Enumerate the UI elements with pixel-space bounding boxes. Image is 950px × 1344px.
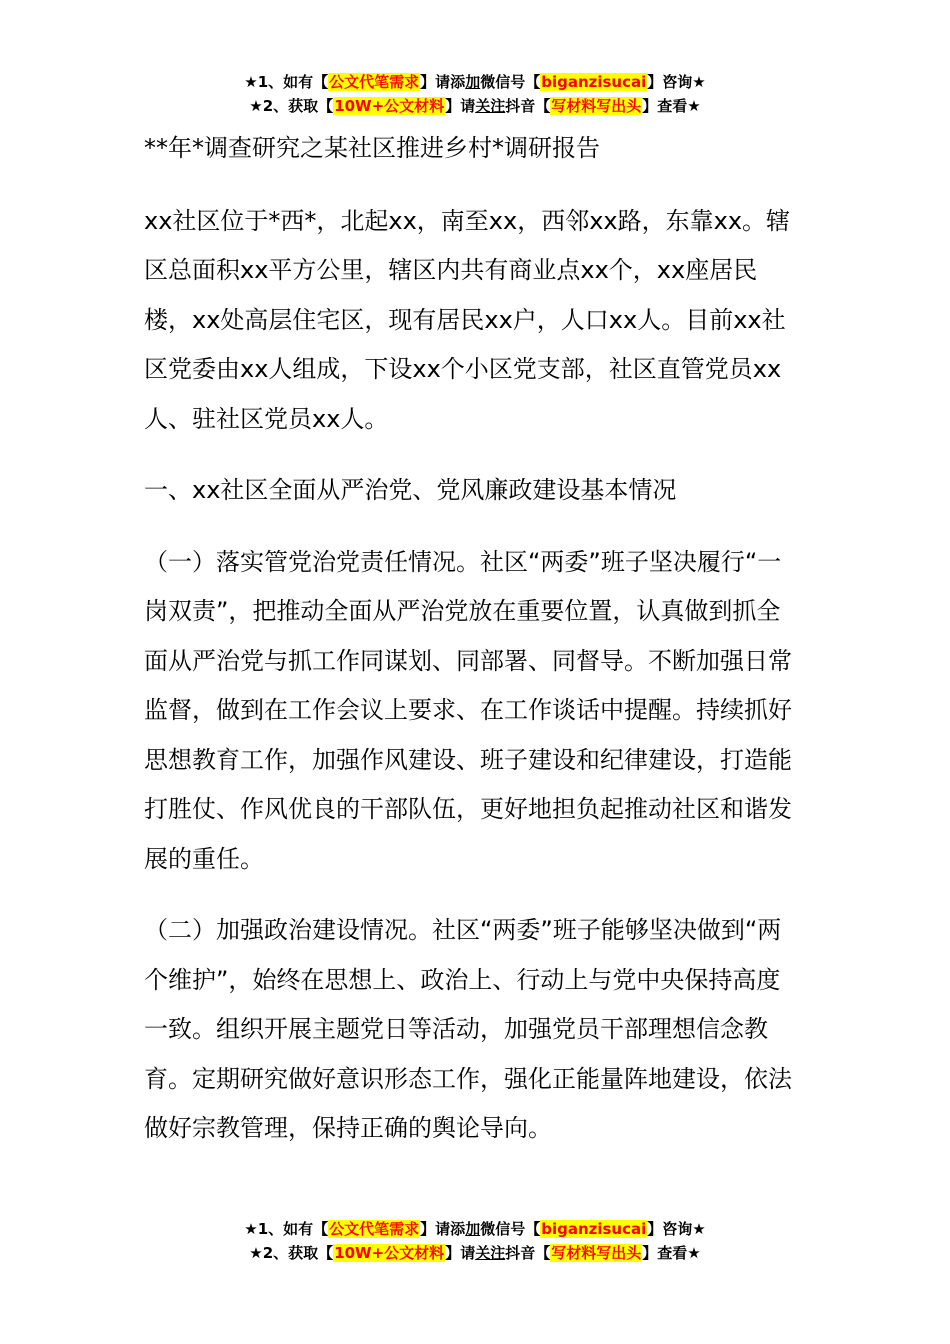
promo-text: 抖音【 — [505, 1244, 551, 1262]
promo-text: 】请 — [445, 97, 476, 115]
promo-text: 微信号【 — [480, 1220, 541, 1238]
document-body — [144, 124, 804, 1176]
douyin-account-highlight: 写材料写出头 — [551, 97, 642, 115]
promo-text: ★2、获取【 — [249, 1244, 334, 1262]
subsection-1-paragraph: （一）落实管党治党责任情况。社区“两委”班子坚决履行“一岗双责”，把推动全面从严治党放在重要位置，认真做到抓全面从严治党与抓工作同谋划、同部署、同督导。不断加强日常监督，做到在工作会议上要求、在工作谈话中提醒。持续抓好思想教育工作，加强作风建设、班子建设和纪律建设，打造能打胜仗、作风优良的干部队伍，更好地担负起推动社区和谐发展的重任。 — [144, 547, 792, 873]
promo-text: 】请添 — [420, 73, 466, 91]
promo-text: ★1、如有【 — [244, 73, 329, 91]
wechat-id-highlight: biganzisucai — [541, 1220, 647, 1238]
wechat-id-highlight: biganzisucai — [541, 73, 647, 91]
document-title: **年*调查研究之某社区推进乡村*调研报告 — [144, 134, 600, 162]
promo-line-1 — [0, 70, 950, 94]
promo-text: ★2、获取【 — [249, 97, 334, 115]
promo-text: 】查看★ — [642, 1244, 701, 1262]
promo-underlined-text: 关注 — [475, 1244, 506, 1262]
promo-text: 】咨询★ — [647, 1220, 706, 1238]
section-heading: 一、xx社区全面从严治党、党风廉政建设基本情况 — [144, 476, 677, 504]
promo-text: 】查看★ — [642, 97, 701, 115]
subsection-2-paragraph: （二）加强政治建设情况。社区“两委”班子能够坚决做到“两个维护”，始终在思想上、政治上、行动上与党中央保持高度一致。组织开展主题党日等活动，加强党员干部理想信念教育。定期研究做好意识形态工作，强化正能量阵地建设，依法做好宗教管理，保持正确的舆论导向。 — [144, 916, 792, 1142]
promo-text: 】请 — [445, 1244, 476, 1262]
douyin-account-highlight: 写材料写出头 — [551, 1244, 642, 1262]
promo-underlined-text: 加 — [465, 73, 481, 91]
promo-text: 】请添 — [420, 1220, 466, 1238]
promo-highlight: 公文代笔需求 — [329, 73, 420, 91]
footer-promo-banner — [0, 1217, 950, 1265]
promo-text: 微信号【 — [480, 73, 541, 91]
intro-paragraph: xx社区位于*西*，北起xx，南至xx，西邻xx路，东靠xx。辖区总面积xx平方公里，辖区内共有商业点xx个，xx座居民楼，xx处高层住宅区，现有居民xx户，人口xx人。目前xx社区党委由xx人组成，下设xx个小区党支部，社区直管党员xx人、驻社区党员xx人。 — [144, 206, 791, 433]
promo-highlight: 10W+公文材料 — [334, 97, 445, 115]
promo-line-2 — [0, 1241, 950, 1265]
promo-underlined-text: 关注 — [475, 97, 506, 115]
promo-underlined-text: 加 — [465, 1220, 481, 1238]
promo-highlight: 10W+公文材料 — [334, 1244, 445, 1262]
promo-text: 抖音【 — [505, 97, 551, 115]
promo-text: ★1、如有【 — [244, 1220, 329, 1238]
promo-highlight: 公文代笔需求 — [329, 1220, 420, 1238]
promo-text: 】咨询★ — [647, 73, 706, 91]
promo-line-2 — [0, 94, 950, 118]
promo-line-1 — [0, 1217, 950, 1241]
header-promo-banner — [0, 70, 950, 118]
